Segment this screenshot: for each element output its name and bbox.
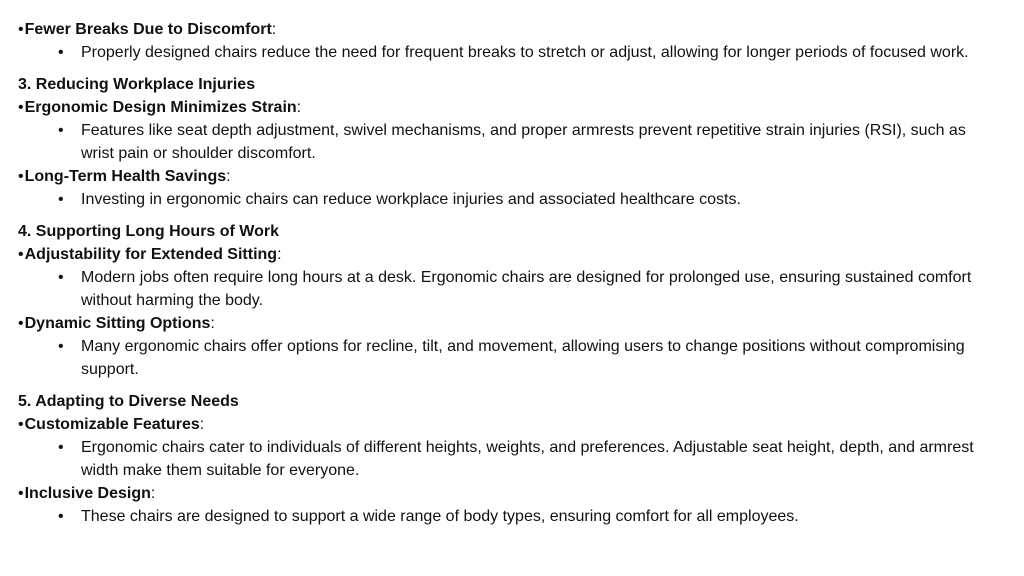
point-colon: :	[277, 246, 282, 263]
bullet-glyph: •	[18, 21, 24, 38]
sub-bullet-glyph: •	[58, 338, 64, 355]
point-colon: :	[296, 99, 302, 116]
detail-item	[18, 505, 1004, 528]
sub-bullet-glyph: •	[58, 269, 64, 286]
sub-bullet-glyph: •	[58, 439, 64, 456]
bullet-glyph: •	[18, 416, 24, 433]
point-colon: :	[210, 315, 215, 332]
section-fewer-breaks	[18, 18, 1004, 64]
point-title: Customizable Features	[24, 416, 200, 433]
sub-bullet-glyph: •	[58, 191, 64, 208]
section-reducing-injuries	[18, 73, 1004, 211]
section-diverse-needs	[18, 390, 1004, 528]
detail-text: Investing in ergonomic chairs can reduce workplace injuries and associated healthcare costs.	[81, 191, 741, 208]
detail-item	[18, 436, 1004, 482]
sub-bullet-glyph: •	[58, 122, 64, 139]
bullet-glyph: •	[18, 99, 24, 116]
detail-item	[18, 119, 1004, 165]
sub-bullet-glyph: •	[58, 44, 64, 61]
point-adjustability	[18, 243, 1004, 266]
detail-item	[18, 188, 1004, 211]
point-health-savings	[18, 165, 1004, 188]
sub-bullet-glyph: •	[58, 508, 64, 525]
point-title: Fewer Breaks Due to Discomfort	[24, 21, 272, 38]
point-colon: :	[226, 168, 231, 185]
point-ergonomic-design	[18, 96, 1004, 119]
section-long-hours	[18, 220, 1004, 381]
bullet-glyph: •	[18, 315, 24, 332]
point-inclusive-design	[18, 482, 1004, 505]
point-colon: :	[199, 416, 205, 433]
point-title: Ergonomic Design Minimizes Strain	[24, 99, 297, 116]
detail-text: Features like seat depth adjustment, swivel mechanisms, and proper armrests prevent repetitive strain injuries (RSI), such as wrist pain or shoulder discomfort.	[81, 122, 966, 162]
point-colon: :	[150, 485, 156, 502]
point-title: Long-Term Health Savings	[24, 168, 227, 185]
section-heading: 5. Adapting to Diverse Needs	[18, 393, 239, 410]
point-title: Dynamic Sitting Options	[24, 315, 211, 332]
point-title: Inclusive Design	[24, 485, 151, 502]
detail-item	[18, 266, 1004, 312]
bullet-glyph: •	[18, 168, 24, 185]
detail-text: These chairs are designed to support a wide range of body types, ensuring comfort for all employees.	[81, 508, 799, 525]
detail-text: Properly designed chairs reduce the need for frequent breaks to stretch or adjust, allowing for longer periods of focused work.	[81, 44, 969, 61]
point-colon: :	[271, 21, 277, 38]
detail-text: Ergonomic chairs cater to individuals of different heights, weights, and preferences. Adjustable seat height, depth, and armrest width make them suitable for everyone.	[81, 439, 974, 479]
point-dynamic-sitting	[18, 312, 1004, 335]
detail-text: Many ergonomic chairs offer options for recline, tilt, and movement, allowing users to change positions without compromising support.	[81, 338, 965, 378]
section-heading: 4. Supporting Long Hours of Work	[18, 223, 280, 240]
detail-item	[18, 335, 1004, 381]
section-heading: 3. Reducing Workplace Injuries	[18, 76, 256, 93]
bullet-glyph: •	[18, 246, 24, 263]
point-title: Adjustability for Extended Sitting	[24, 246, 278, 263]
detail-text: Modern jobs often require long hours at a desk. Ergonomic chairs are designed for prolonged use, ensuring sustained comfort without harming the body.	[81, 269, 972, 309]
point-fewer-breaks	[18, 18, 1004, 41]
point-customizable	[18, 413, 1004, 436]
bullet-glyph: •	[18, 485, 24, 502]
detail-item	[18, 41, 1004, 64]
